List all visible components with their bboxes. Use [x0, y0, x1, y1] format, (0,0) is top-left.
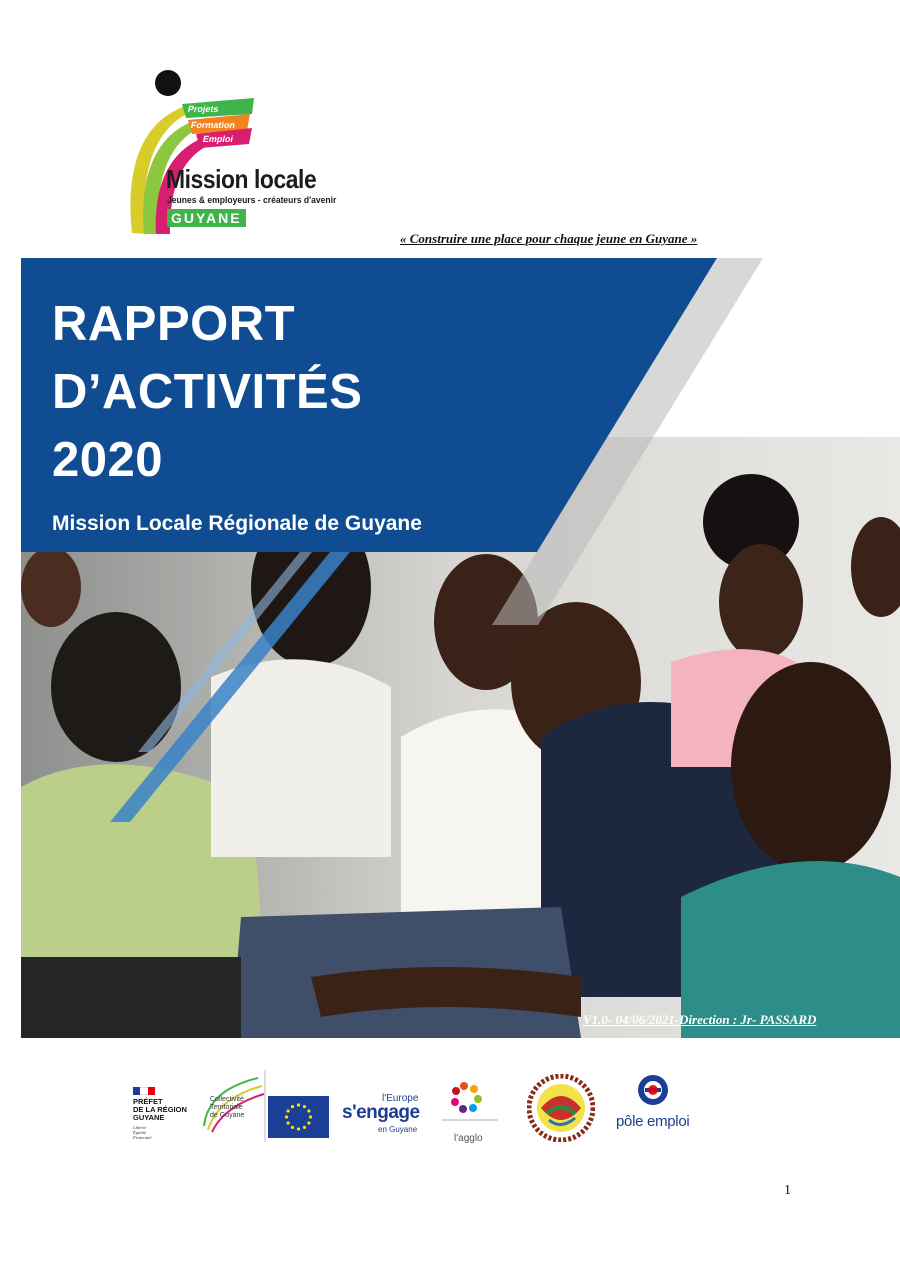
europe-line-1: l'Europe	[382, 1093, 419, 1104]
pole-emploi-logo	[616, 1074, 691, 1142]
prefet-line-3: GUYANE	[133, 1113, 165, 1122]
agglo-text: l'agglo	[454, 1133, 483, 1144]
prefet-guyane-logo	[133, 1070, 193, 1142]
logo-title: Mission locale	[166, 164, 317, 194]
french-flag-icon	[133, 1087, 155, 1095]
europe-engage-logo	[342, 1070, 422, 1142]
light-diagonal-stripe	[138, 552, 312, 752]
mission-locale-logo	[126, 68, 342, 238]
prefet-motto	[133, 1125, 152, 1140]
eu-flag-icon	[268, 1096, 329, 1138]
prefet-motto-3: Fraternité	[133, 1135, 152, 1140]
prefet-line-1: PRÉFET	[133, 1097, 163, 1106]
logo-tag-projets: Projets	[186, 104, 220, 114]
logo-tag-emploi: Emploi	[201, 134, 235, 144]
report-title	[52, 290, 362, 494]
prefet-motto-2: Égalité	[133, 1130, 146, 1135]
logo-region: GUYANE	[167, 209, 246, 227]
prefet-text	[133, 1098, 187, 1122]
ctg-text	[210, 1096, 244, 1120]
ctg-line-3: de Guyane	[210, 1112, 245, 1119]
ctg-line-1: Collectivité	[210, 1096, 244, 1103]
pole-emploi-text: pôle emploi	[616, 1113, 690, 1130]
ctg-logo	[198, 1070, 266, 1142]
ccds-logo	[527, 1074, 595, 1142]
europe-line-2: s'engage	[342, 1102, 420, 1123]
slogan: « Construire une place pour chaque jeune en Guyane »	[400, 231, 698, 246]
agglo-flower-icon	[440, 1078, 500, 1128]
version-line: V1.0- 04/06/2021-Direction : Jr- PASSARD	[583, 1012, 817, 1027]
logo-tag-formation: Formation	[189, 120, 237, 130]
report-title-line-2: D’ACTIVITÉS	[52, 365, 363, 419]
page-number: 1	[784, 1183, 791, 1198]
partner-logos	[0, 1070, 900, 1150]
pole-emploi-e-icon	[616, 1074, 691, 1110]
prefet-line-2: DE LA RÉGION	[133, 1105, 187, 1114]
ccds-emblem-icon	[527, 1074, 595, 1142]
agglo-logo	[440, 1078, 500, 1146]
logo-subtitle: Jeunes & employeurs - créateurs d'avenir	[167, 195, 337, 206]
report-subtitle: Mission Locale Régionale de Guyane	[52, 512, 422, 535]
blue-diagonal-stripe	[110, 552, 350, 822]
prefet-motto-1: Liberté	[133, 1125, 146, 1130]
report-title-line-1: RAPPORT	[52, 297, 296, 351]
report-title-line-3: 2020	[52, 433, 164, 487]
europe-line-3: en Guyane	[378, 1125, 418, 1134]
ctg-line-2: Territoriale	[210, 1104, 243, 1111]
